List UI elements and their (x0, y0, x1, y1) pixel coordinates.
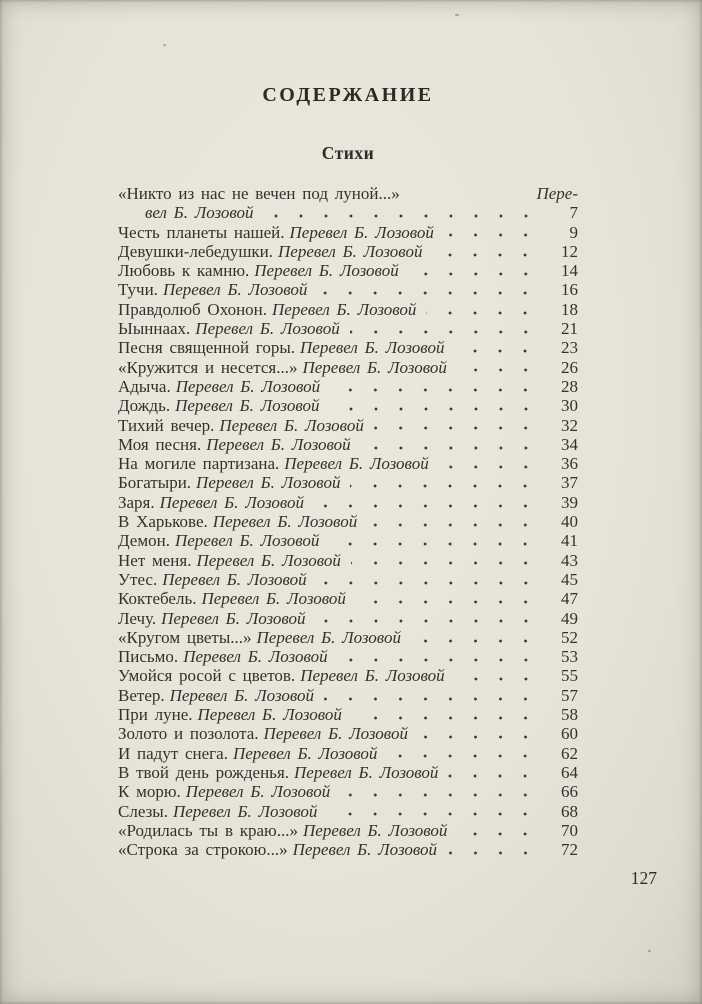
toc-entry (118, 686, 578, 705)
toc-entry-title: Ветер. (118, 685, 165, 705)
toc-entry-title: Любовь к камню. (118, 261, 250, 281)
dot-leader (327, 802, 542, 821)
toc-entry-page: 62 (561, 743, 578, 763)
toc-entry (118, 802, 578, 821)
dot-leader (455, 666, 542, 685)
toc-entry-page: 43 (561, 550, 578, 570)
toc-list (118, 184, 578, 859)
toc-entry-title: Моя песня. (118, 434, 202, 454)
toc-entry-title: Честь планеты нашей. (118, 222, 285, 242)
toc-entry-page: 58 (561, 705, 578, 725)
dot-leader (448, 763, 542, 782)
toc-entry-page: 14 (561, 261, 578, 281)
toc-entry-translator: Перевел Б. Лозовой (300, 666, 445, 686)
toc-entry (118, 782, 578, 801)
toc-entry-page: 55 (561, 666, 578, 686)
toc-entry-title: И падут снега. (118, 743, 228, 763)
toc-entry (118, 570, 578, 589)
toc-entry (118, 531, 578, 550)
toc-entry-translator: Перевел Б. Лозовой (232, 743, 378, 763)
toc-entry (118, 589, 578, 608)
page-content (118, 84, 578, 859)
toc-entry (118, 493, 578, 512)
toc-entry-translator: Перевел Б. Лозовой (256, 627, 401, 647)
toc-entry-title: «Кружится и несется...» (118, 357, 298, 377)
dot-leader (447, 840, 542, 859)
toc-entry-title: «Никто из нас не вечен под луной...» (118, 184, 400, 203)
toc-entry (118, 280, 578, 299)
toc-entry-translator: Перевел Б. Лозовой (206, 434, 351, 454)
toc-entry-title: Ыыннаах. (118, 319, 191, 339)
dot-leader (454, 338, 542, 357)
toc-entry-page: 37 (561, 473, 578, 493)
toc-entry-translator: Перевел Б. Лозовой (175, 376, 321, 396)
toc-entry-translator: Перевел Б. Лозовой (162, 569, 307, 589)
toc-entry-page: 47 (561, 589, 578, 609)
toc-entry-translator: Перевел Б. Лозовой (169, 685, 315, 705)
toc-entry-page: 34 (561, 434, 578, 454)
scan-speck (455, 14, 459, 16)
toc-entry (118, 454, 578, 473)
toc-entry-translator: Перевел Б. Лозовой (272, 299, 417, 319)
dot-leader (314, 493, 542, 512)
toc-entry-translator: Перевел Б. Лозовой (201, 589, 346, 609)
dot-leader (439, 454, 542, 473)
toc-entry (118, 763, 578, 782)
toc-entry-title: Адыча. (118, 376, 171, 396)
toc-entry-title: К морю. (118, 782, 181, 802)
toc-entry (118, 840, 578, 859)
toc-entry-translator: Перевел Б. Лозовой (300, 338, 445, 358)
toc-entry-translator: Перевел Б. Лозовой (172, 801, 318, 821)
toc-entry-title: Тучи. (118, 280, 158, 300)
dot-leader (418, 724, 542, 743)
dot-leader (426, 300, 542, 319)
toc-entry-page: 30 (561, 396, 578, 416)
dot-leader (350, 473, 542, 492)
toc-entry (118, 261, 578, 280)
toc-entry-page: 12 (561, 241, 578, 261)
toc-entry-page: 49 (561, 608, 578, 628)
toc-entry-page: 41 (561, 531, 578, 551)
toc-entry-translator: Перевел Б. Лозовой (162, 280, 308, 300)
toc-entry-title: Песня священной горы. (118, 338, 296, 358)
toc-entry (118, 473, 578, 492)
toc-entry-title: Богатыри. (118, 473, 192, 493)
toc-entry-translator: Перевел Б. Лозовой (254, 261, 399, 281)
dot-leader (352, 705, 542, 724)
toc-entry (118, 609, 578, 628)
toc-entry-page: 36 (561, 454, 578, 474)
toc-entry-page: 18 (561, 299, 578, 319)
toc-entry-translator: Перевел Б. Лозовой (185, 782, 331, 802)
toc-entry-translator: Перевел Б. Лозовой (196, 550, 341, 570)
dot-leader (350, 319, 542, 338)
toc-entry-page: 72 (561, 840, 578, 860)
toc-entry-page: 60 (561, 724, 578, 744)
toc-entry (118, 821, 578, 840)
toc-entry-translator: Перевел Б. Лозовой (303, 820, 448, 840)
toc-entry (118, 319, 578, 338)
toc-entry-title: «Строка за строкою...» (118, 840, 288, 860)
toc-entry (118, 647, 578, 666)
toc-entry-title: В Харькове. (118, 512, 208, 532)
dot-leader (317, 280, 542, 299)
toc-entry (118, 705, 578, 724)
toc-entry-translator: Пере- (536, 184, 578, 203)
toc-entry-title: Коктебель. (118, 589, 197, 609)
toc-entry-title: Нет меня. (118, 550, 192, 570)
toc-entry (118, 338, 578, 357)
toc-entry-translator: Перевел Б. Лозовой (175, 396, 320, 416)
dot-leader (351, 551, 542, 570)
toc-entry-title: Девушки-лебедушки. (118, 241, 274, 261)
toc-entry (118, 223, 578, 242)
toc-entry (118, 242, 578, 261)
toc-entry-title: Умойся росой с цветов. (118, 666, 296, 686)
dot-leader (432, 242, 542, 261)
toc-entry (118, 358, 578, 377)
toc-entry (118, 377, 578, 396)
toc-entry-translator: Перевел Б. Лозовой (196, 473, 341, 493)
toc-entry-title: Золото и позолота. (118, 724, 259, 744)
toc-entry-translator: Перевел Б. Лозовой (174, 531, 320, 551)
toc-entry-page: 64 (561, 762, 578, 782)
toc-entry (118, 666, 578, 685)
toc-entry-title: Письмо. (118, 647, 179, 667)
toc-entry-page: 40 (561, 512, 578, 532)
toc-entry-title: Заря. (118, 492, 155, 512)
dot-leader (330, 396, 543, 415)
dot-leader (374, 416, 542, 435)
toc-entry-translator: Перевел Б. Лозовой (289, 222, 434, 242)
toc-entry-title: В твой день рожденья. (118, 762, 290, 782)
toc-entry-title: «Кругом цветы...» (118, 627, 252, 647)
toc-entry-page: 70 (561, 820, 578, 840)
toc-entry-page: 39 (561, 492, 578, 512)
dot-leader (387, 744, 542, 763)
toc-entry (118, 300, 578, 319)
toc-entry-translator: Перевел Б. Лозовой (159, 492, 305, 512)
toc-entry-title: Слезы. (118, 801, 168, 821)
toc-entry-page: 28 (561, 376, 578, 396)
toc-entry-page: 16 (561, 280, 578, 300)
toc-entry-title: Утес. (118, 569, 158, 589)
dot-leader (457, 821, 542, 840)
toc-entry (118, 628, 578, 647)
toc-entry-translator: вел Б. Лозовой (145, 203, 254, 223)
dot-leader (411, 628, 542, 647)
toc-entry-translator: Перевел Б. Лозовой (161, 608, 306, 628)
toc-entry-translator: Перевел Б. Лозовой (197, 705, 342, 725)
toc-entry-page: 45 (561, 569, 578, 589)
toc-entry-title: Лечу. (118, 608, 157, 628)
page-title: СОДЕРЖАНИЕ (262, 84, 434, 106)
toc-entry-translator: Перевел Б. Лозовой (195, 319, 340, 339)
toc-entry-page: 68 (561, 801, 578, 821)
toc-entry-translator: Перевел Б. Лозовой (284, 454, 429, 474)
dot-leader (330, 377, 542, 396)
toc-entry (118, 512, 578, 531)
dot-leader (329, 531, 542, 550)
dot-leader (324, 686, 542, 705)
dot-leader (444, 223, 542, 242)
page-number: 127 (630, 868, 657, 888)
toc-entry-title: Правдолюб Охонон. (118, 299, 268, 319)
toc-entry-translator: Перевел Б. Лозовой (183, 647, 328, 667)
toc-entry-translator: Перевел Б. Лозовой (292, 840, 438, 860)
toc-entry-title: На могиле партизана. (118, 454, 280, 474)
toc-entry (118, 744, 578, 763)
toc-entry (118, 396, 578, 415)
toc-entry-page: 52 (561, 627, 578, 647)
dot-leader (338, 647, 542, 666)
dot-leader (340, 782, 542, 801)
section-title: Стихи (321, 143, 375, 163)
toc-entry-page: 32 (561, 415, 578, 435)
toc-entry-page: 23 (561, 338, 578, 358)
dot-leader (264, 203, 542, 222)
toc-entry-page: 7 (569, 203, 578, 223)
toc-entry (118, 184, 578, 203)
toc-entry-page: 53 (561, 647, 578, 667)
toc-entry (118, 435, 578, 454)
toc-entry-translator: Перевел Б. Лозовой (278, 241, 423, 261)
dot-leader (317, 570, 542, 589)
toc-entry-translator: Перевел Б. Лозовой (212, 512, 358, 532)
toc-entry-translator: Перевел Б. Лозовой (263, 724, 408, 744)
toc-entry-page: 57 (561, 685, 578, 705)
toc-entry-translator: Перевел Б. Лозовой (219, 415, 364, 435)
toc-entry-title: Демон. (118, 531, 170, 551)
toc-entry-translator: Перевел Б. Лозовой (302, 357, 447, 377)
toc-entry (118, 724, 578, 743)
dot-leader (409, 261, 542, 280)
toc-entry-page: 66 (561, 782, 578, 802)
toc-entry (118, 203, 578, 222)
toc-entry-translator: Перевел Б. Лозовой (294, 762, 439, 782)
toc-entry (118, 416, 578, 435)
dot-leader (316, 609, 542, 628)
dot-leader (457, 358, 542, 377)
toc-entry-title: Тихий вечер. (118, 415, 215, 435)
dot-leader (367, 512, 542, 531)
toc-entry-page: 9 (569, 222, 578, 242)
toc-entry-title: При луне. (118, 705, 193, 725)
scan-speck (163, 43, 167, 46)
toc-entry (118, 551, 578, 570)
toc-entry-title: Дождь. (118, 396, 171, 416)
scan-speck (648, 950, 651, 952)
toc-entry-title: «Родилась ты в краю...» (118, 820, 298, 840)
toc-entry-page: 21 (561, 319, 578, 339)
dot-leader (356, 589, 542, 608)
toc-entry-page: 26 (561, 357, 578, 377)
dot-leader (361, 435, 542, 454)
